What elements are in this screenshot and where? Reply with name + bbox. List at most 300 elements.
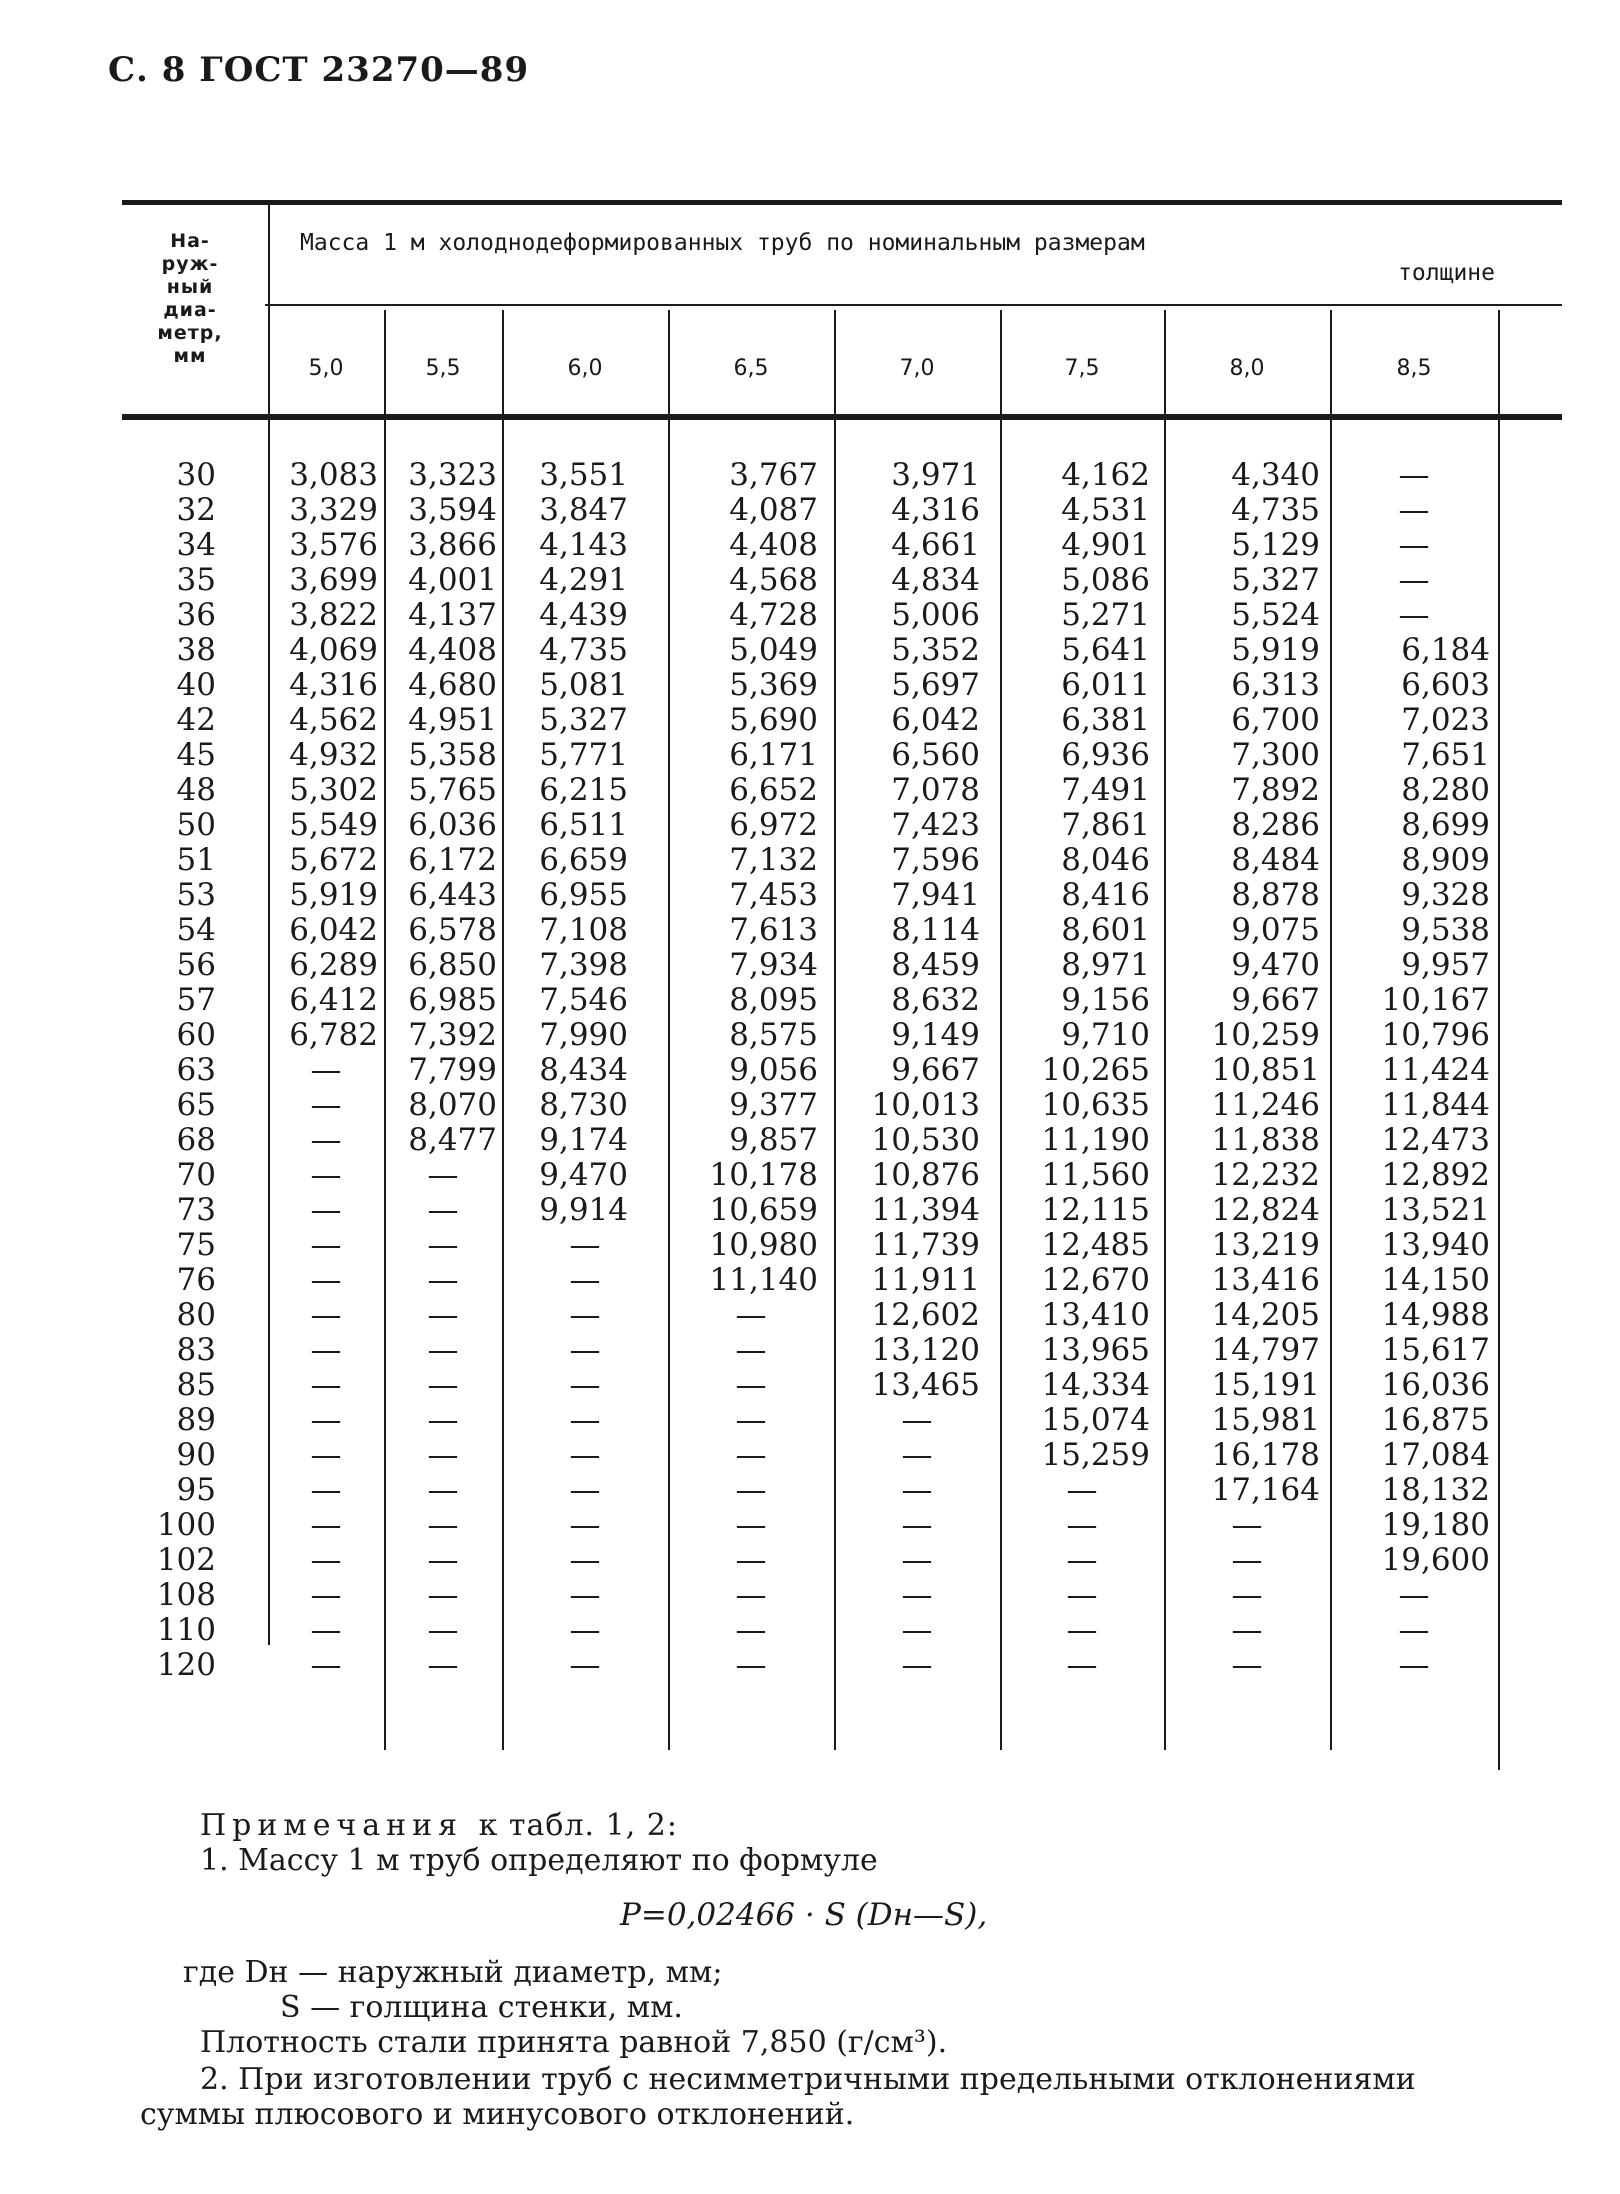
mass-cell: 12,232 (1211, 1157, 1320, 1193)
mass-cell: 9,377 (729, 1087, 818, 1123)
mass-cell: 6,955 (539, 877, 628, 913)
mass-cell: 9,075 (1231, 912, 1320, 948)
mass-cell: — (1398, 1612, 1430, 1648)
mass-cell: — (310, 1507, 342, 1543)
mass-cell: 8,477 (408, 1122, 497, 1158)
table-row (0, 1123, 1600, 1158)
mass-cell: 3,847 (539, 492, 628, 528)
mass-cell: 7,941 (891, 877, 980, 913)
mass-cell: 14,334 (1041, 1367, 1150, 1403)
mass-cell: 7,596 (891, 842, 980, 878)
mass-cell: — (427, 1157, 459, 1193)
mass-cell: 8,114 (891, 912, 980, 948)
thickness-header: 8,5 (1396, 356, 1432, 381)
mass-cell: — (427, 1367, 459, 1403)
mass-cell: 10,013 (871, 1087, 980, 1123)
mass-cell: — (310, 1542, 342, 1578)
table-row (0, 528, 1600, 563)
mass-cell: 10,796 (1381, 1017, 1490, 1053)
mass-cell: 5,690 (729, 702, 818, 738)
table-row (0, 458, 1600, 493)
mass-cell: — (310, 1087, 342, 1123)
mass-cell: 16,875 (1381, 1402, 1490, 1438)
table-row (0, 1018, 1600, 1053)
diameter-cell: 45 (176, 737, 216, 773)
diameter-cell: 35 (176, 562, 216, 598)
thickness-header: 7,0 (899, 356, 935, 381)
mass-cell: 8,484 (1231, 842, 1320, 878)
mass-cell: — (735, 1437, 767, 1473)
mass-cell: 9,667 (891, 1052, 980, 1088)
mass-cell: 16,178 (1211, 1437, 1320, 1473)
mass-cell: 10,635 (1041, 1087, 1150, 1123)
table-row (0, 1613, 1600, 1648)
mass-cell: 4,439 (539, 597, 628, 633)
mass-cell: — (735, 1402, 767, 1438)
mass-cell: — (427, 1647, 459, 1683)
mass-cell: — (1398, 1647, 1430, 1683)
mass-cell: 5,549 (289, 807, 378, 843)
mass-cell: 5,302 (289, 772, 378, 808)
mass-cell: — (427, 1612, 459, 1648)
mass-cell: 8,434 (539, 1052, 628, 1088)
mass-cell: 4,680 (408, 667, 497, 703)
table-row (0, 703, 1600, 738)
table-row (0, 633, 1600, 668)
mass-cell: 10,851 (1211, 1052, 1320, 1088)
mass-cell: 7,990 (539, 1017, 628, 1053)
mass-cell: 5,672 (289, 842, 378, 878)
mass-spanning-header: Масса 1 м холоднодеформированных труб по номинальным размерам толщине (300, 230, 1495, 286)
mass-cell: 15,259 (1041, 1437, 1150, 1473)
mass-cell: 14,150 (1381, 1262, 1490, 1298)
mass-cell: — (1066, 1507, 1098, 1543)
diameter-cell: 56 (176, 947, 216, 983)
diameter-cell: 65 (176, 1087, 216, 1123)
mass-cell: 4,568 (729, 562, 818, 598)
mass-cell: 8,575 (729, 1017, 818, 1053)
mass-cell: 9,538 (1401, 912, 1490, 948)
mass-cell: 16,036 (1381, 1367, 1490, 1403)
mass-cell: 4,661 (891, 527, 980, 563)
mass-cell: 3,083 (289, 457, 378, 493)
mass-cell: 5,006 (891, 597, 980, 633)
mass-cell: — (1231, 1647, 1263, 1683)
mass-cell: — (427, 1437, 459, 1473)
diameter-cell: 50 (176, 807, 216, 843)
diameter-cell: 85 (176, 1367, 216, 1403)
diameter-cell: 95 (176, 1472, 216, 1508)
mass-cell: 4,735 (1231, 492, 1320, 528)
thickness-header: 7,5 (1064, 356, 1100, 381)
diameter-column-header: На- руж- ный диа- метр, мм (157, 230, 223, 367)
mass-cell: 8,046 (1061, 842, 1150, 878)
mass-cell: — (735, 1647, 767, 1683)
mass-cell: 7,398 (539, 947, 628, 983)
diameter-cell: 73 (176, 1192, 216, 1228)
mass-cell: — (427, 1402, 459, 1438)
mass-cell: 4,291 (539, 562, 628, 598)
mass-cell: 6,578 (408, 912, 497, 948)
table-row (0, 1053, 1600, 1088)
table-top-rule (122, 200, 1562, 205)
mass-cell: 7,546 (539, 982, 628, 1018)
mass-cell: — (735, 1612, 767, 1648)
mass-cell: 6,172 (408, 842, 497, 878)
mass-cell: 11,838 (1211, 1122, 1320, 1158)
mass-cell: — (901, 1612, 933, 1648)
mass-cell: — (1398, 1577, 1430, 1613)
mass-cell: — (310, 1227, 342, 1263)
mass-cell: — (1231, 1577, 1263, 1613)
mass-cell: — (1398, 562, 1430, 598)
mass-cell: 9,056 (729, 1052, 818, 1088)
mass-cell: — (310, 1577, 342, 1613)
mass-cell: 6,171 (729, 737, 818, 773)
table-row (0, 563, 1600, 598)
mass-cell: — (310, 1192, 342, 1228)
mass-cell: — (427, 1192, 459, 1228)
mass-cell: 5,352 (891, 632, 980, 668)
mass-cell: — (569, 1227, 601, 1263)
diameter-cell: 51 (176, 842, 216, 878)
mass-cell: 5,641 (1061, 632, 1150, 668)
mass-cell: — (427, 1262, 459, 1298)
note-2: 2. При изготовлении труб с несимметричными предельными отклонениями суммы плюсового и минусового отклонений. (140, 2062, 1416, 2132)
diameter-cell: 30 (176, 457, 216, 493)
mass-cell: 8,459 (891, 947, 980, 983)
mass-cell: 3,594 (408, 492, 497, 528)
mass-cell: 13,965 (1041, 1332, 1150, 1368)
mass-cell: 3,767 (729, 457, 818, 493)
mass-cell: — (735, 1332, 767, 1368)
thickness-header: 6,5 (733, 356, 769, 381)
mass-cell: 7,132 (729, 842, 818, 878)
mass-cell: 6,700 (1231, 702, 1320, 738)
mass-cell: 11,246 (1211, 1087, 1320, 1123)
mass-cell: 4,901 (1061, 527, 1150, 563)
mass-cell: 4,069 (289, 632, 378, 668)
thickness-header: 5,0 (308, 356, 344, 381)
mass-cell: 13,219 (1211, 1227, 1320, 1263)
table-row (0, 1298, 1600, 1333)
mass-cell: — (569, 1297, 601, 1333)
diameter-cell: 120 (156, 1647, 216, 1683)
mass-cell: 5,524 (1231, 597, 1320, 633)
mass-cell: 4,340 (1231, 457, 1320, 493)
mass-cell: 8,601 (1061, 912, 1150, 948)
mass-cell: 3,576 (289, 527, 378, 563)
mass-cell: — (901, 1402, 933, 1438)
mass-cell: 5,049 (729, 632, 818, 668)
mass-cell: — (901, 1542, 933, 1578)
mass-cell: 12,670 (1041, 1262, 1150, 1298)
mass-cell: 6,184 (1401, 632, 1490, 668)
mass-cell: 8,730 (539, 1087, 628, 1123)
mass-cell: 6,652 (729, 772, 818, 808)
thickness-header: 5,5 (425, 356, 461, 381)
mass-cell: 8,280 (1401, 772, 1490, 808)
mass-cell: 5,327 (1231, 562, 1320, 598)
table-row (0, 738, 1600, 773)
mass-cell: 14,797 (1211, 1332, 1320, 1368)
mass-cell: — (427, 1472, 459, 1508)
mass-cell: 6,412 (289, 982, 378, 1018)
mass-cell: 12,115 (1041, 1192, 1150, 1228)
diameter-cell: 100 (156, 1507, 216, 1543)
diameter-cell: 70 (176, 1157, 216, 1193)
mass-cell: 10,876 (871, 1157, 980, 1193)
mass-cell: — (569, 1577, 601, 1613)
mass-cell: 7,892 (1231, 772, 1320, 808)
mass-cell: — (569, 1647, 601, 1683)
mass-cell: — (310, 1402, 342, 1438)
mass-cell: 7,108 (539, 912, 628, 948)
mass-cell: — (1398, 597, 1430, 633)
mass-cell: 7,934 (729, 947, 818, 983)
table-row (0, 1368, 1600, 1403)
mass-cell: 6,443 (408, 877, 497, 913)
diameter-cell: 42 (176, 702, 216, 738)
mass-cell: 12,824 (1211, 1192, 1320, 1228)
page-title: С. 8 ГОСТ 23270—89 (108, 50, 530, 90)
diameter-cell: 68 (176, 1122, 216, 1158)
mass-cell: 9,156 (1061, 982, 1150, 1018)
mass-cell: 5,765 (408, 772, 497, 808)
mass-cell: 4,143 (539, 527, 628, 563)
table-row (0, 1263, 1600, 1298)
mass-cell: 14,205 (1211, 1297, 1320, 1333)
table-row (0, 598, 1600, 633)
table-row (0, 808, 1600, 843)
mass-cell: 5,327 (539, 702, 628, 738)
mass-cell: 11,394 (871, 1192, 980, 1228)
mass-cell: 6,289 (289, 947, 378, 983)
diameter-cell: 48 (176, 772, 216, 808)
legend-dn: где Dн — наружный диаметр, мм; (183, 1955, 723, 1990)
mass-cell: 17,084 (1381, 1437, 1490, 1473)
mass-cell: — (310, 1262, 342, 1298)
mass-cell: 7,491 (1061, 772, 1150, 808)
table-row (0, 1088, 1600, 1123)
mass-cell: 8,070 (408, 1087, 497, 1123)
mass-cell: 4,735 (539, 632, 628, 668)
table-row (0, 1578, 1600, 1613)
mass-cell: 3,329 (289, 492, 378, 528)
diameter-cell: 102 (156, 1542, 216, 1578)
mass-cell: 10,530 (871, 1122, 980, 1158)
table-row (0, 1543, 1600, 1578)
mass-cell: 10,259 (1211, 1017, 1320, 1053)
legend-s: S — голщина стенки, мм. (280, 1990, 683, 2025)
mass-cell: 8,632 (891, 982, 980, 1018)
mass-cell: — (901, 1577, 933, 1613)
diameter-cell: 60 (176, 1017, 216, 1053)
mass-cell: 6,011 (1061, 667, 1150, 703)
mass-cell: — (427, 1542, 459, 1578)
mass-cell: 9,328 (1401, 877, 1490, 913)
mass-cell: — (569, 1402, 601, 1438)
mass-cell: 11,140 (709, 1262, 818, 1298)
mass-cell: 7,453 (729, 877, 818, 913)
mass-cell: 5,771 (539, 737, 628, 773)
thickness-header: 6,0 (567, 356, 603, 381)
mass-cell: 6,215 (539, 772, 628, 808)
mass-cell: — (310, 1367, 342, 1403)
mass-cell: — (310, 1157, 342, 1193)
mass-cell: — (569, 1472, 601, 1508)
mass-cell: 8,095 (729, 982, 818, 1018)
mass-cell: 5,081 (539, 667, 628, 703)
mass-cell: 7,651 (1401, 737, 1490, 773)
mass-cell: 15,191 (1211, 1367, 1320, 1403)
mass-cell: — (1231, 1507, 1263, 1543)
mass-cell: 4,087 (729, 492, 818, 528)
mass-cell: 11,190 (1041, 1122, 1150, 1158)
mass-cell: — (901, 1437, 933, 1473)
table-row (0, 913, 1600, 948)
diameter-cell: 53 (176, 877, 216, 913)
mass-cell: — (427, 1227, 459, 1263)
mass-cell: 12,602 (871, 1297, 980, 1333)
table-subheader-rule (265, 304, 1562, 306)
mass-cell: 15,074 (1041, 1402, 1150, 1438)
mass-cell: 17,164 (1211, 1472, 1320, 1508)
mass-cell: — (1231, 1612, 1263, 1648)
table-row (0, 1333, 1600, 1368)
table-row (0, 493, 1600, 528)
mass-cell: 6,659 (539, 842, 628, 878)
mass-cell: 12,892 (1381, 1157, 1490, 1193)
mass-cell: — (1066, 1647, 1098, 1683)
mass-cell: 7,613 (729, 912, 818, 948)
diameter-cell: 57 (176, 982, 216, 1018)
mass-cell: 5,358 (408, 737, 497, 773)
mass-cell: 4,728 (729, 597, 818, 633)
mass-cell: 7,392 (408, 1017, 497, 1053)
table-row (0, 668, 1600, 703)
notes-title: Примечания к табл. 1, 2: (200, 1808, 678, 1843)
mass-cell: — (735, 1507, 767, 1543)
mass-cell: — (569, 1332, 601, 1368)
notes-block (200, 1808, 1540, 1878)
mass-cell: — (310, 1297, 342, 1333)
mass-cell: 3,323 (408, 457, 497, 493)
mass-cell: 4,162 (1061, 457, 1150, 493)
mass-cell: 6,603 (1401, 667, 1490, 703)
mass-cell: 6,782 (289, 1017, 378, 1053)
mass-cell: 5,919 (1231, 632, 1320, 668)
mass-cell: 6,042 (289, 912, 378, 948)
diameter-cell: 83 (176, 1332, 216, 1368)
mass-cell: 7,300 (1231, 737, 1320, 773)
mass-cell: 3,971 (891, 457, 980, 493)
mass-cell: 6,313 (1231, 667, 1320, 703)
thickness-header: 8,0 (1229, 356, 1265, 381)
mass-cell: — (427, 1577, 459, 1613)
mass-cell: 5,919 (289, 877, 378, 913)
mass-cell: — (1398, 527, 1430, 563)
mass-cell: 19,180 (1381, 1507, 1490, 1543)
mass-cell: 15,617 (1381, 1332, 1490, 1368)
mass-cell: 11,844 (1381, 1087, 1490, 1123)
mass-cell: 8,878 (1231, 877, 1320, 913)
mass-cell: 5,697 (891, 667, 980, 703)
mass-cell: 6,985 (408, 982, 497, 1018)
mass-cell: 13,521 (1381, 1192, 1490, 1228)
diameter-cell: 36 (176, 597, 216, 633)
mass-cell: 8,971 (1061, 947, 1150, 983)
mass-cell: — (569, 1262, 601, 1298)
mass-cell: — (735, 1297, 767, 1333)
mass-cell: — (1066, 1472, 1098, 1508)
table-header-rule (122, 414, 1562, 420)
mass-cell: — (569, 1507, 601, 1543)
diameter-cell: 108 (156, 1577, 216, 1613)
mass-cell: — (310, 1332, 342, 1368)
mass-cell: 5,369 (729, 667, 818, 703)
diameter-cell: 54 (176, 912, 216, 948)
mass-cell: 3,699 (289, 562, 378, 598)
mass-cell: — (1066, 1612, 1098, 1648)
mass-cell: 7,861 (1061, 807, 1150, 843)
mass-cell: 8,699 (1401, 807, 1490, 843)
mass-cell: 13,120 (871, 1332, 980, 1368)
table-row (0, 1158, 1600, 1193)
mass-cell: 6,511 (539, 807, 628, 843)
mass-cell: — (1398, 492, 1430, 528)
table-row (0, 948, 1600, 983)
mass-formula: P=0,02466 · S (Dн—S), (620, 1897, 988, 1933)
table-row (0, 983, 1600, 1018)
mass-cell: 10,659 (709, 1192, 818, 1228)
mass-cell: 9,174 (539, 1122, 628, 1158)
mass-cell: — (310, 1472, 342, 1508)
mass-cell: 7,423 (891, 807, 980, 843)
mass-cell: 6,560 (891, 737, 980, 773)
mass-cell: — (427, 1507, 459, 1543)
mass-cell: 6,972 (729, 807, 818, 843)
table-row (0, 1648, 1600, 1683)
mass-cell: — (735, 1577, 767, 1613)
mass-cell: 3,551 (539, 457, 628, 493)
diameter-cell: 110 (156, 1612, 216, 1648)
mass-cell: 7,023 (1401, 702, 1490, 738)
mass-cell: — (427, 1297, 459, 1333)
mass-cell: — (310, 1052, 342, 1088)
mass-cell: — (735, 1542, 767, 1578)
mass-cell: 11,911 (871, 1262, 980, 1298)
diameter-cell: 90 (176, 1437, 216, 1473)
mass-cell: 11,739 (871, 1227, 980, 1263)
mass-cell: — (427, 1332, 459, 1368)
mass-cell: 9,667 (1231, 982, 1320, 1018)
mass-cell: — (735, 1472, 767, 1508)
mass-cell: 3,822 (289, 597, 378, 633)
mass-cell: 4,316 (289, 667, 378, 703)
table-row (0, 1473, 1600, 1508)
diameter-cell: 32 (176, 492, 216, 528)
mass-cell: 4,951 (408, 702, 497, 738)
mass-cell: 6,936 (1061, 737, 1150, 773)
mass-cell: 5,271 (1061, 597, 1150, 633)
mass-cell: 5,129 (1231, 527, 1320, 563)
mass-cell: 8,416 (1061, 877, 1150, 913)
mass-cell: 9,914 (539, 1192, 628, 1228)
table-row (0, 1228, 1600, 1263)
table-row (0, 1403, 1600, 1438)
mass-cell: 9,470 (1231, 947, 1320, 983)
